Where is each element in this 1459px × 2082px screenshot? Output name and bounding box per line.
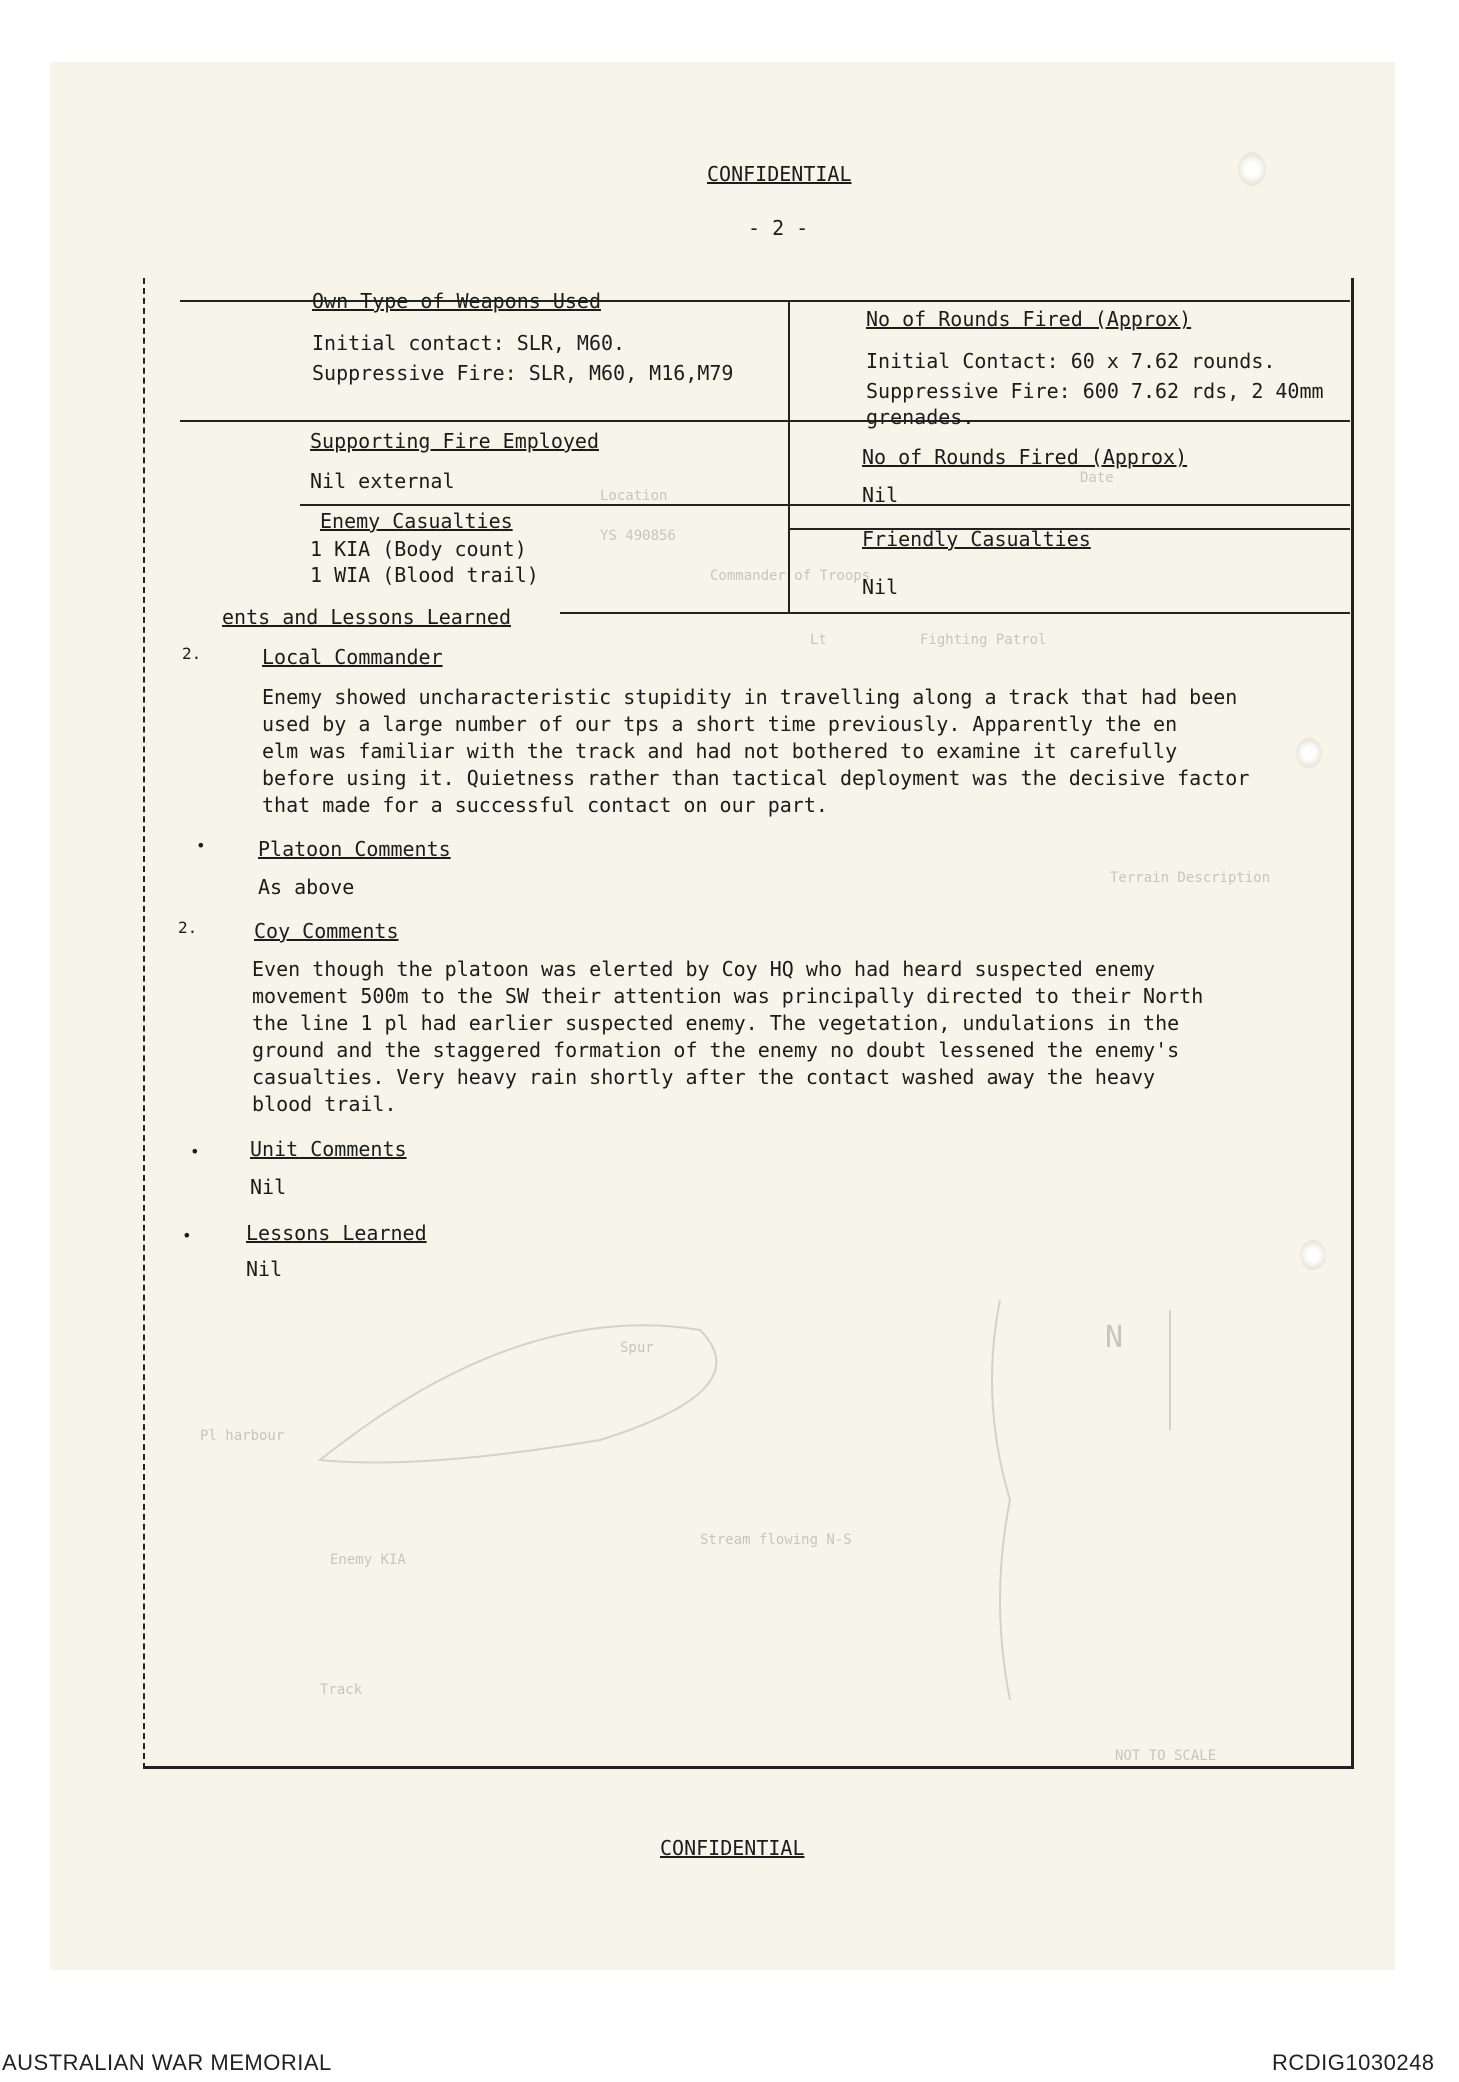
staple-hole — [1238, 152, 1266, 186]
platoon-comments-text: As above — [258, 875, 355, 899]
local-commander-heading: Local Commander — [262, 645, 443, 669]
platoon-comments-heading: Platoon Comments — [258, 837, 451, 861]
own-weapons-heading: Own Type of Weapons Used — [312, 289, 601, 313]
rounds-fired-1-line3: grenades. — [866, 405, 975, 429]
coy-marker: 2. — [178, 918, 198, 937]
rule-row-2 — [300, 504, 1350, 506]
staple-hole — [1296, 738, 1322, 768]
unit-comments-heading: Unit Comments — [250, 1137, 407, 1161]
enemy-casualties-line2: 1 WIA (Blood trail) — [310, 563, 539, 587]
platoon-bullet: • — [196, 836, 206, 855]
rounds-fired-2-value: Nil — [862, 483, 899, 507]
lessons-learned-heading: Lessons Learned — [246, 1221, 427, 1245]
unit-bullet: • — [190, 1142, 200, 1161]
classification-top: CONFIDENTIAL — [707, 162, 852, 186]
bleed-not-to-scale: NOT TO SCALE — [1115, 1748, 1217, 1764]
bleed-track: Track — [320, 1682, 363, 1698]
supporting-fire-value: Nil external — [310, 469, 455, 493]
comments-heading: ents and Lessons Learned — [222, 605, 511, 629]
rounds-fired-1-line1: Initial Contact: 60 x 7.62 rounds. — [866, 349, 1276, 373]
unit-comments-text: Nil — [250, 1175, 287, 1199]
coy-comments-heading: Coy Comments — [254, 919, 399, 943]
bleed-grid-ref: YS 490856 — [600, 528, 676, 544]
bleed-rank: Lt — [810, 632, 827, 648]
enemy-casualties-line1: 1 KIA (Body count) — [310, 537, 527, 561]
bleed-commander: Commander of Troops — [710, 568, 871, 584]
bleed-col2: Location — [600, 488, 668, 504]
lessons-learned-text: Nil — [246, 1257, 283, 1281]
lessons-bullet: • — [182, 1226, 192, 1245]
own-weapons-line2: Suppressive Fire: SLR, M60, M16,M79 — [312, 361, 734, 385]
rule-row-1 — [180, 420, 1350, 422]
bleed-type: Fighting Patrol — [920, 632, 1047, 648]
footer-record-id: RCDIG1030248 — [1272, 2050, 1435, 2075]
page-number: - 2 - — [748, 216, 809, 240]
bleed-stream: Stream flowing N-S — [700, 1532, 852, 1548]
bleed-col1: Date — [1080, 470, 1114, 486]
bleed-pl-harbour: Pl harbour — [200, 1428, 285, 1444]
enemy-casualties-heading: Enemy Casualties — [320, 509, 513, 533]
bleed-spur: Spur — [620, 1340, 654, 1356]
friendly-casualties-heading: Friendly Casualties — [862, 527, 1091, 551]
rounds-fired-1-line2: Suppressive Fire: 600 7.62 rds, 2 40mm — [866, 379, 1324, 403]
footer-archive-name: AUSTRALIAN WAR MEMORIAL — [2, 2050, 332, 2075]
own-weapons-line1: Initial contact: SLR, M60. — [312, 331, 626, 355]
bleed-terrain: Terrain Description — [1110, 870, 1271, 886]
local-commander-marker: 2. — [182, 644, 202, 663]
supporting-fire-heading: Supporting Fire Employed — [310, 429, 599, 453]
classification-bottom: CONFIDENTIAL — [660, 1836, 805, 1860]
coy-comments-text: Even though the platoon was elerted by Coy HQ who had heard suspected enemy movement 500m to the SW their attention was principally directed to their North the line 1 pl had earlier suspected enemy. The vegetation, undulations in the ground and the staggered formation of the enemy no doubt lessened the enemy's casualties. Very heavy rain shortly after the contact washed away the heavy blood trail. — [252, 957, 1204, 1116]
friendly-casualties-value: Nil — [862, 575, 899, 599]
rule-row-3 — [560, 612, 1350, 614]
rule-column-divider — [788, 300, 790, 612]
bleed-north: N — [1105, 1320, 1124, 1355]
bleed-enemy-kia: Enemy KIA — [330, 1552, 406, 1568]
rounds-fired-heading-1: No of Rounds Fired (Approx) — [866, 307, 1192, 331]
rounds-fired-heading-2: No of Rounds Fired (Approx) — [862, 445, 1188, 469]
local-commander-text: Enemy showed uncharacteristic stupidity in travelling along a track that had been used by a large number of our tps a short time previously. Apparently the en elm was familiar with the track and had not bothered to examine it carefully before using it. Quietness rather than tactical deployment was the decisive factor that made for a successful contact on our part. — [262, 685, 1250, 817]
staple-hole — [1300, 1240, 1326, 1270]
